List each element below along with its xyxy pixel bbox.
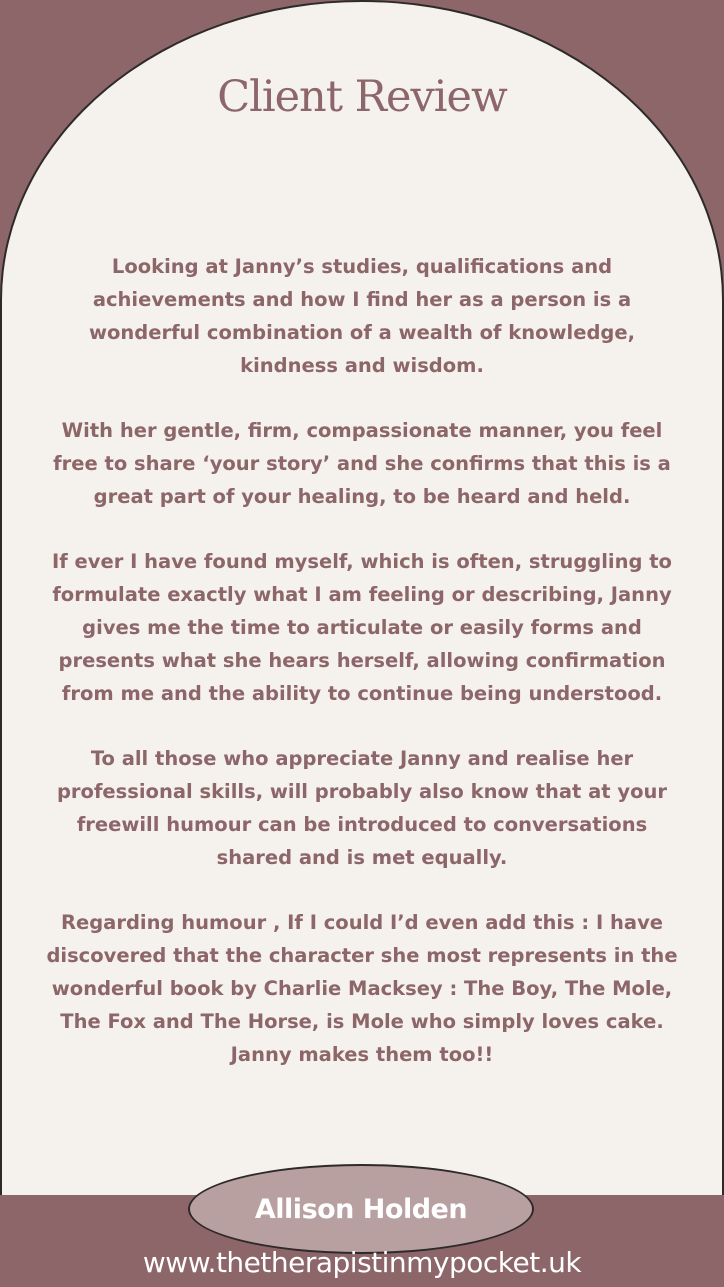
- review-paragraph: If ever I have found myself, which is often, struggling to formulate exactly what I am feeling or describing, Janny gives me the time to articulate or easily forms and presents what she hears herself, allowing confirmation from me and the ability to continue being understood.: [52, 550, 672, 705]
- author-name: Allison Holden: [254, 1193, 468, 1225]
- review-text: [40, 250, 684, 1103]
- review-paragraph: Regarding humour , If I could I’d even add this : I have discovered that the character she most represents in the wonderful book by Charlie Macksey : The Boy, The Mole, The Fox and The Horse, is Mole who simply loves cake. Janny makes them too!!: [46, 911, 678, 1066]
- author-badge: [188, 1164, 534, 1254]
- page-title: Client Review: [217, 72, 507, 122]
- website-link[interactable]: www.thetherapistinmypocket.uk: [142, 1246, 582, 1279]
- review-paragraph: To all those who appreciate Janny and realise her professional skills, will probably also know that at your freewill humour can be introduced to conversations shared and is met equally.: [56, 747, 668, 869]
- review-paragraph: Looking at Janny’s studies, qualifications and achievements and how I find her as a person is a wonderful combination of a wealth of knowledge, kindness and wisdom.: [88, 255, 636, 377]
- review-paragraph: With her gentle, firm, compassionate manner, you feel free to share ‘your story’ and she confirms that this is a great part of your healing, to be heard and held.: [53, 419, 671, 508]
